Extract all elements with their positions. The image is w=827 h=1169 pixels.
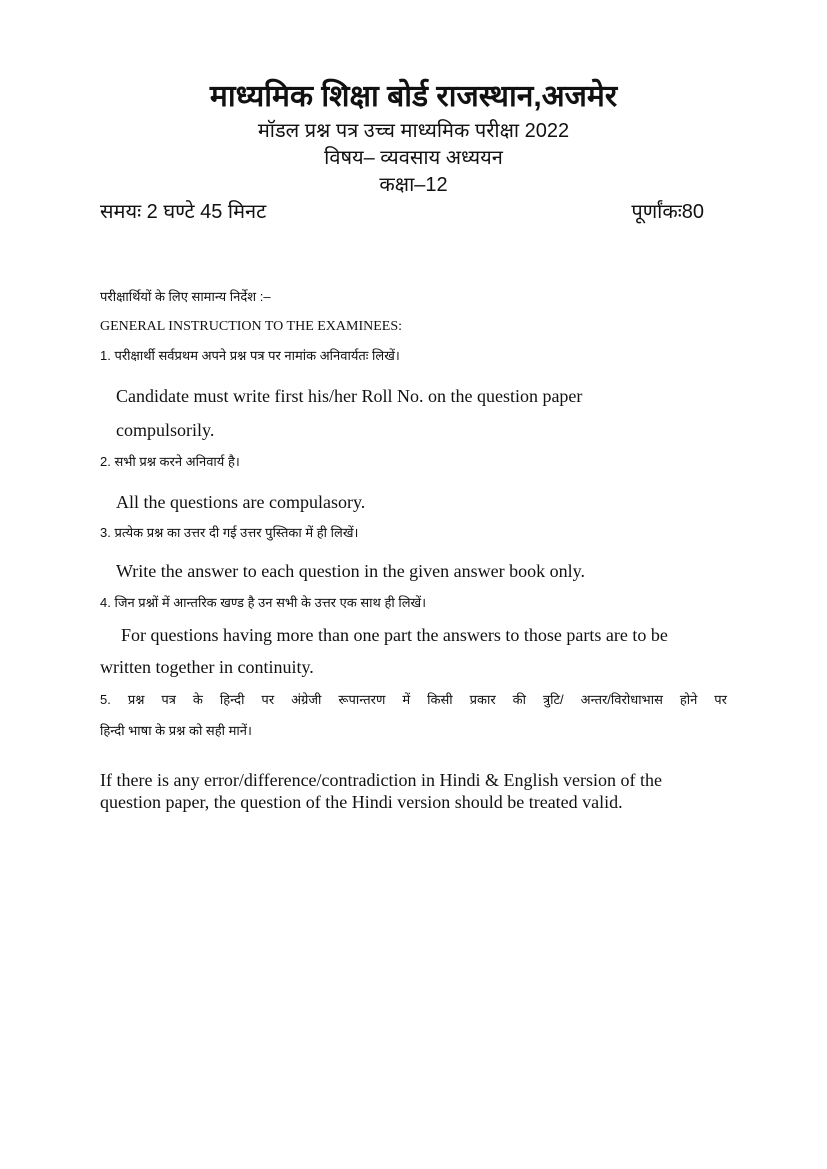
subject: विषय– व्यवसाय अध्ययन	[324, 147, 503, 169]
instruction-3-english: Write the answer to each question in the given answer book only.	[116, 561, 585, 581]
instruction-5-english-cont: question paper, the question of the Hindi version should be treated valid.	[100, 792, 623, 812]
time-allowed: समयः 2 घण्टे 45 मिनट	[100, 201, 267, 223]
instruction-5-english: If there is any error/difference/contradiction in Hindi & English version of the	[100, 770, 662, 790]
instruction-4-english: For questions having more than one part the answers to those parts are to be	[121, 625, 668, 645]
instruction-4-hindi: 4. जिन प्रश्नों में आन्तरिक खण्ड है उन सभी के उत्तर एक साथ ही लिखें।	[100, 595, 427, 610]
instruction-2-hindi: 2. सभी प्रश्न करने अनिवार्य है।	[100, 454, 240, 469]
instruction-5-hindi: 5. प्रश्न पत्र के हिन्दी पर अंग्रेजी रूपान्तरण में किसी प्रकार की त्रुटि/ अन्तर/विरोधाभास होने पर	[100, 692, 727, 707]
exam-title: मॉडल प्रश्न पत्र उच्च माध्यमिक परीक्षा 2022	[257, 120, 570, 142]
instruction-1-hindi: 1. परीक्षार्थी सर्वप्रथम अपने प्रश्न पत्र पर नामांक अनिवार्यतः लिखें।	[100, 348, 400, 363]
instructions-heading-english: GENERAL INSTRUCTION TO THE EXAMINEES:	[100, 319, 403, 334]
instruction-3-hindi: 3. प्रत्येक प्रश्न का उत्तर दी गई उत्तर पुस्तिका में ही लिखें।	[100, 525, 359, 540]
instructions-heading-hindi: परीक्षार्थियों के लिए सामान्य निर्देश :–	[100, 289, 271, 304]
board-title: माध्यमिक शिक्षा बोर्ड राजस्थान,अजमेर	[209, 80, 618, 113]
max-marks: पूर्णांकः80	[631, 201, 704, 223]
instruction-1-english: Candidate must write first his/her Roll No. on the question paper	[116, 386, 583, 406]
instruction-2-english: All the questions are compulasory.	[116, 492, 366, 512]
class: कक्षा–12	[379, 174, 448, 196]
instruction-5-hindi-cont: हिन्दी भाषा के प्रश्न को सही मानें।	[100, 723, 252, 738]
instruction-1-english-cont: compulsorily.	[116, 420, 215, 440]
instruction-4-english-cont: written together in continuity.	[100, 657, 314, 677]
